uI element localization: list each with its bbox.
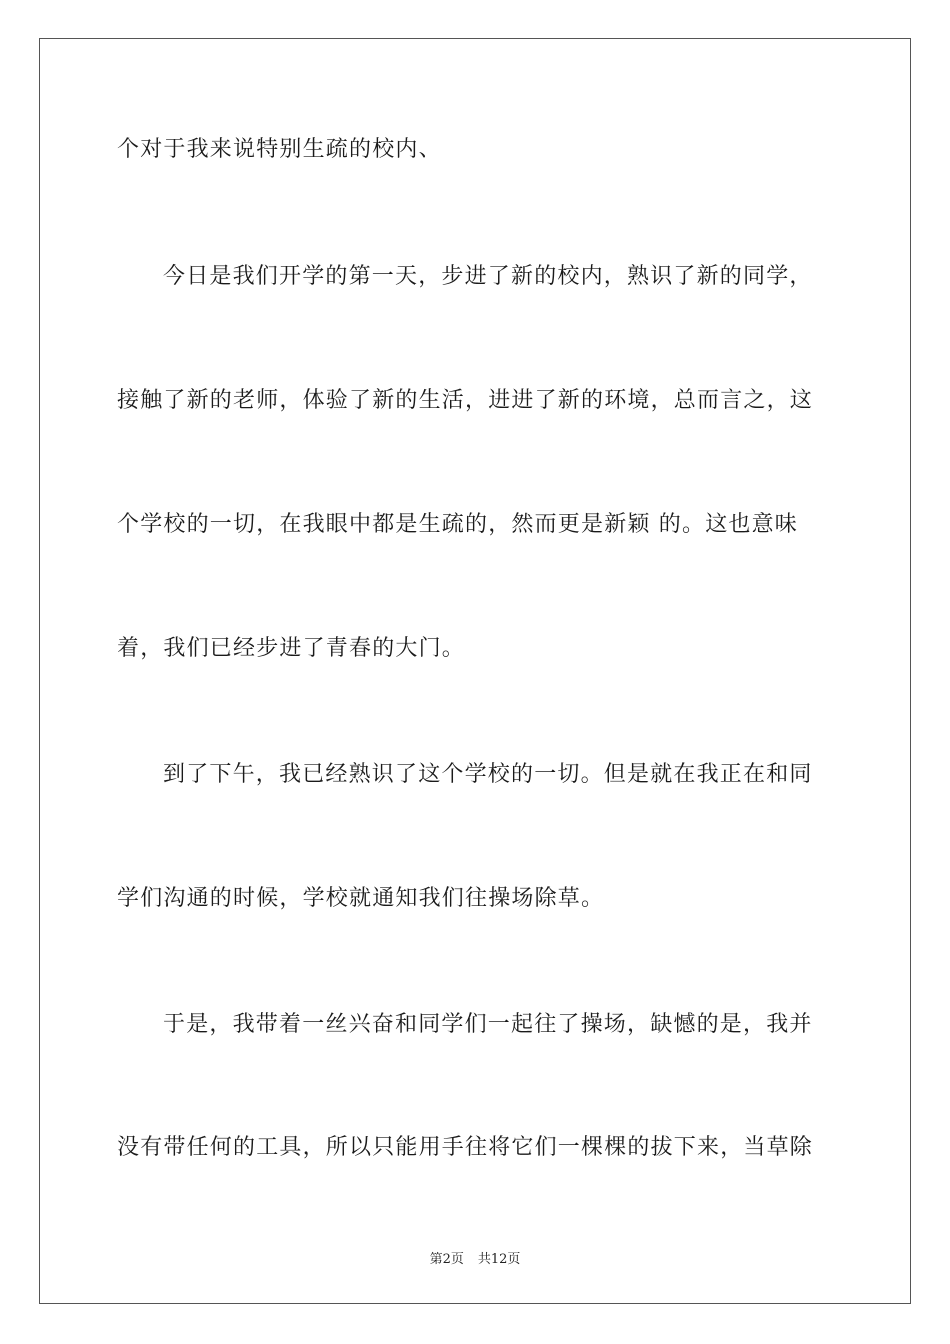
paragraph-start-line: 今日是我们开学的第一天，步进了新的校内，熟识了新的同学，	[163, 264, 813, 289]
page-number: 第2页	[429, 1252, 464, 1267]
paragraph-start-line: 到了下午，我已经熟识了这个学校的一切。但是就在我正在和同	[163, 762, 813, 787]
paragraph-start-line: 于是，我带着一丝兴奋和同学们一起往了操场，缺憾的是，我并	[163, 1012, 813, 1037]
text-line: 个对于我来说特别生疏的校内、	[117, 137, 442, 162]
page-total: 共12页	[477, 1252, 521, 1267]
text-line: 没有带任何的工具，所以只能用手往将它们一棵棵的拔下来，当草除	[117, 1135, 814, 1160]
page-frame	[39, 38, 911, 1304]
text-line: 个学校的一切，在我眼中都是生疏的，然而更是新颖 的。这也意味	[117, 512, 798, 537]
page-footer	[0, 1248, 950, 1267]
text-line: 学们沟通的时候，学校就通知我们往操场除草。	[117, 886, 605, 911]
text-line: 接触了新的老师，体验了新的生活，进进了新的环境，总而言之，这	[117, 388, 814, 413]
text-line: 着，我们已经步进了青春的大门。	[117, 636, 466, 661]
